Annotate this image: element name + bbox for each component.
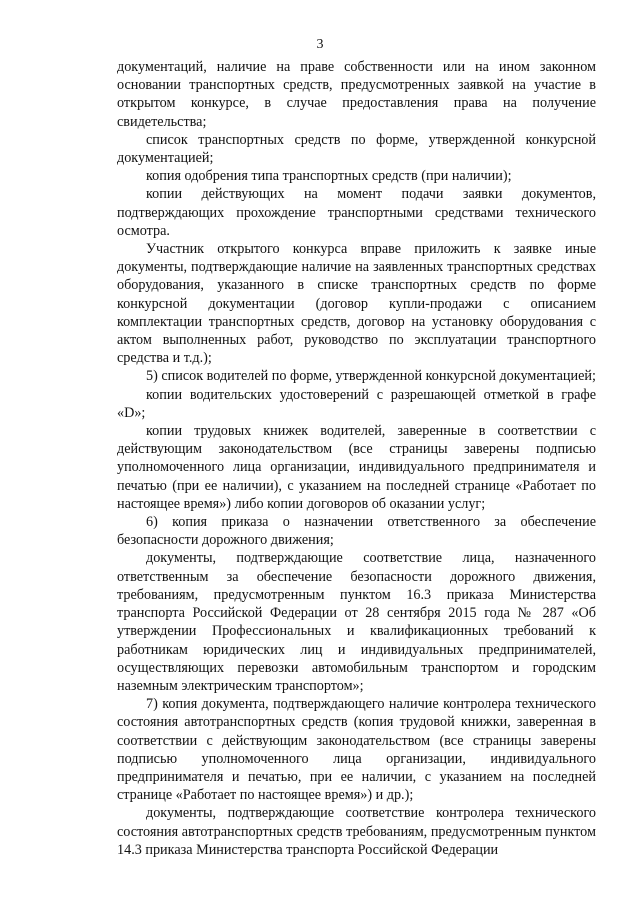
paragraph: 7) копия документа, подтверждающего наличие контролера технического состояния автотранспортных средств (копия трудовой книжки, заверенная в соответствии с действующим законодательством (все страницы заверены подписью уполномоченного лица организации, индивидуального предпринимателя и печатью, при ее наличии, с указанием на последней странице «Работает по настоящее время») и др.); bbox=[117, 696, 596, 804]
paragraph: документы, подтверждающие соответствие контролера технического состояния автотранспортных средств требованиям, предусмотренным пунктом 14.3 приказа Министерства транспорта Российской Федерации bbox=[117, 805, 596, 858]
paragraph: Участник открытого конкурса вправе приложить к заявке иные документы, подтверждающие наличие на заявленных транспортных средствах оборудования, указанного в списке транспортных средств по форме конкурсной документации (договор купли-продажи с описанием комплектации транспортных средств, договор на установку оборудования с актом выполненных работ, руководство по эксплуатации транспортного средства и т.д.); bbox=[117, 241, 596, 367]
paragraph: копия одобрения типа транспортных средств (при наличии); bbox=[146, 168, 512, 185]
paragraph: список транспортных средств по форме, утвержденной конкурсной документацией; bbox=[117, 131, 596, 167]
paragraph: копии водительских удостоверений с разрешающей отметкой в графе «D»; bbox=[117, 386, 596, 421]
paragraph: документы, подтверждающие соответствие лица, назначенного ответственным за обеспечение безопасности дорожного движения, требованиям, предусмотренным пунктом 16.3 приказа Министерства транспорта Российской Федерации от 28 сентября 2015 года № 287 «Об утверждении Профессиональных и квалификационных требований к работникам юридических лиц и индивидуальных предпринимателей, осуществляющих перевозки автомобильным транспортом и городским наземным электрическим транспортом»; bbox=[117, 550, 596, 694]
paragraph: копии действующих на момент подачи заявки документов, подтверждающих прохождение транспортными средствами технического осмотра. bbox=[117, 186, 596, 239]
paragraph: документаций, наличие на праве собственности или на ином законном основании транспортных средств, предусмотренных заявкой на участие в открытом конкурсе, в случае предоставления права на получение свидетельства; bbox=[117, 59, 596, 130]
document-body bbox=[117, 58, 596, 859]
paragraph: копии трудовых книжек водителей, заверенные в соответствии с действующим законодательством (все страницы заверены подписью уполномоченного лица организации, индивидуального предпринимателя и печатью (при ее наличии), с указанием на последней странице «Работает по настоящее время») либо копии договоров об оказании услуг; bbox=[117, 423, 596, 512]
paragraph: 6) копия приказа о назначении ответственного за обеспечение безопасности дорожного движения; bbox=[117, 514, 596, 549]
paragraph: 5) список водителей по форме, утвержденной конкурсной документацией; bbox=[146, 368, 596, 385]
page-number: 3 bbox=[316, 37, 324, 52]
